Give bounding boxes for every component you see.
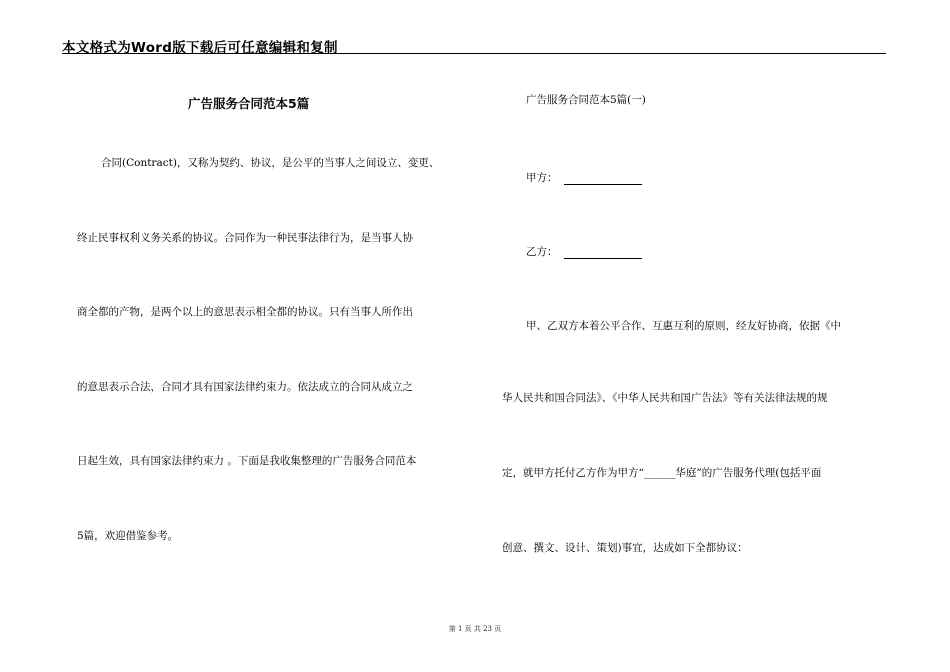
intro-line-2: 终止民事权利义务关系的协议。合同作为一种民事法律行为，是当事人协 xyxy=(77,232,413,244)
document-header-banner: 本文格式为Word版下载后可任意编辑和复制 xyxy=(62,40,338,56)
header-divider xyxy=(62,53,886,54)
party-b-label: 乙方： xyxy=(526,246,558,258)
party-a-field xyxy=(526,170,642,185)
contract-body-line-1: 甲、乙双方本着公平合作、互惠互利的原则，经友好协商，依据《中 xyxy=(526,320,841,332)
intro-line-3: 商全都的产物，是两个以上的意思表示相全都的协议。只有当事人所作出 xyxy=(77,306,413,318)
party-a-blank-line xyxy=(564,174,642,185)
intro-line-5: 日起生效，具有国家法律约束力 。下面是我收集整理的广告服务合同范本 xyxy=(77,455,417,467)
document-title: 广告服务合同范本5篇 xyxy=(188,96,310,111)
contract-body-line-4: 创意、撰文、设计、策划)事宜，达成如下全都协议： xyxy=(502,542,748,554)
contract-body-line-2: 华人民共和国合同法》、《中华人民共和国广告法》等有关法律法规的规 xyxy=(502,392,828,404)
page-number-footer: 第 1 页 共 23 页 xyxy=(448,625,502,633)
contract-body-line-3: 定，就甲方托付乙方作为甲方“______华庭”的广告服务代理(包括平面 xyxy=(502,467,822,479)
intro-line-1: 合同(Contract)，又称为契约、协议，是公平的当事人之间设立、变更、 xyxy=(101,157,440,169)
contract-title: 广告服务合同范本5篇(一) xyxy=(526,94,646,106)
party-b-field xyxy=(526,244,642,259)
party-b-blank-line xyxy=(564,248,642,259)
intro-line-4: 的意思表示合法，合同才具有国家法律约束力。依法成立的合同从成立之 xyxy=(77,381,413,393)
party-a-label: 甲方： xyxy=(526,172,558,184)
intro-line-6: 5篇，欢迎借鉴参考。 xyxy=(77,530,179,542)
